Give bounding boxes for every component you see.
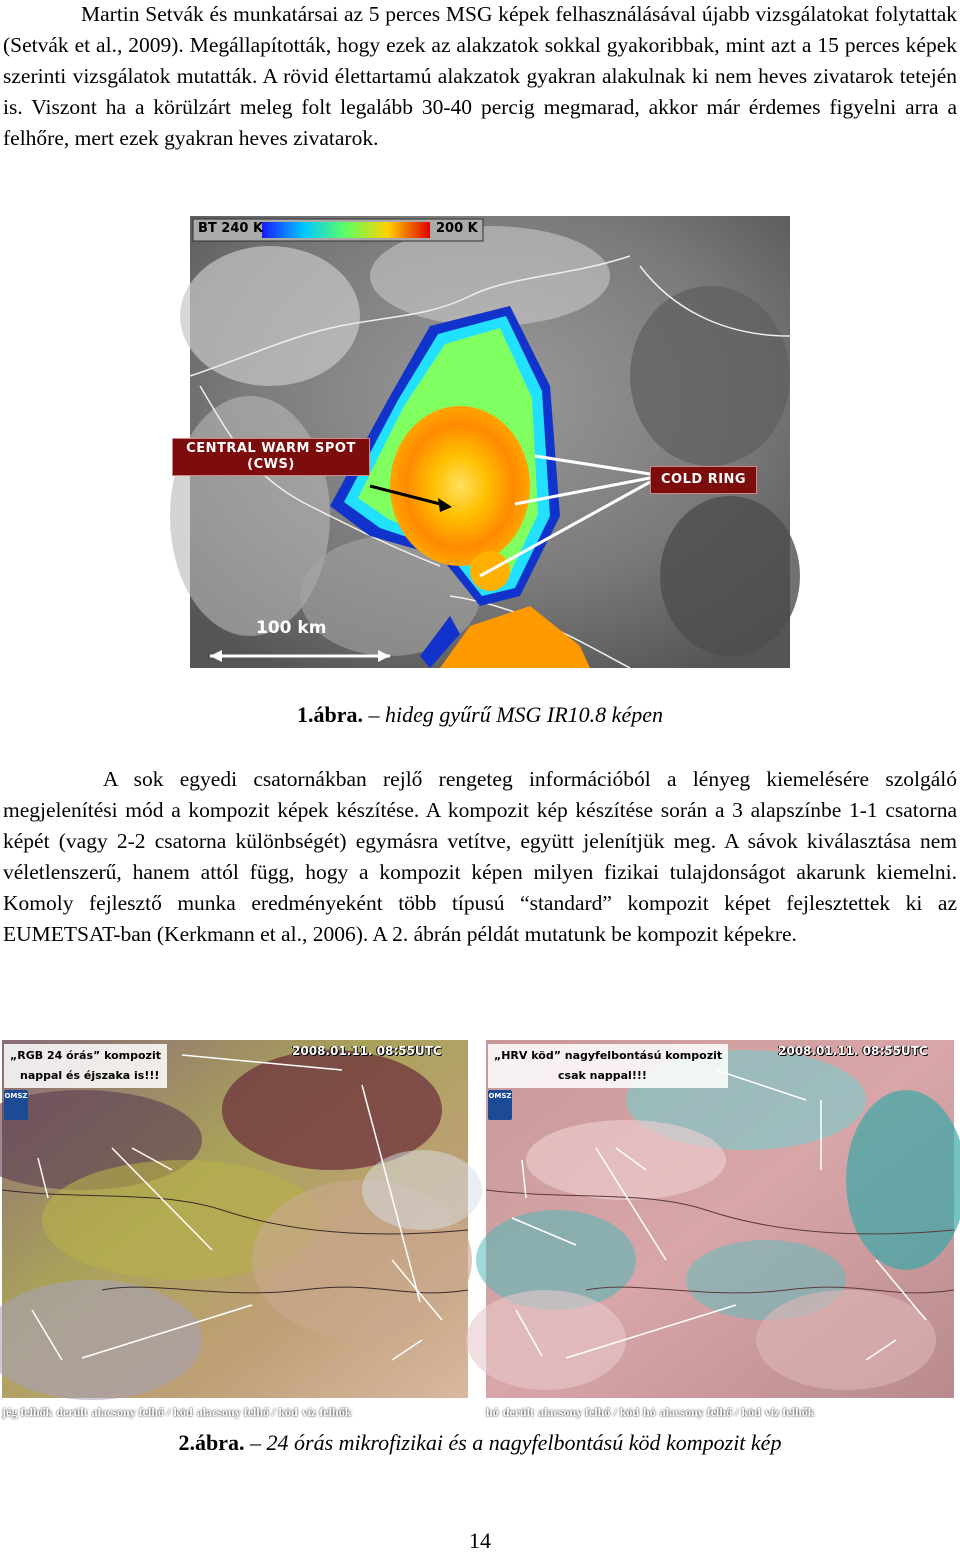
title-line-1: „HRV köd” nagyfelbontású kompozit [494,1049,723,1062]
figure2-number: 2.ábra. [178,1430,245,1455]
omsz-logo-icon: OMSZ [4,1090,28,1120]
label-low-cloud-fog: alacsony felhő / köd [91,1405,193,1419]
colorbar-min-label: BT 240 K [198,221,264,236]
label-low-cloud-fog-2: alacsony felhő / köd [196,1405,298,1419]
title-line-2: csak nappal!!! [558,1069,647,1082]
figure-hrv-fog-composite [486,1040,954,1419]
figure2-text: – 24 órás mikrofizikai és a nagyfelbontású köd kompozit kép [244,1430,782,1455]
label-cold-ring: COLD RING [650,466,757,494]
intro-paragraph [3,0,957,154]
figure1-caption [0,702,960,728]
timestamp-label: 2008.01.11. 08:55UTC [292,1044,442,1058]
composite-title-box [488,1044,728,1088]
label-central-warm-spot: CENTRAL WARM SPOT (CWS) [172,438,370,476]
composite-title-box [4,1044,167,1088]
satellite-image-rgb24 [2,1040,468,1398]
figure2-caption [0,1430,960,1456]
satellite-image-hrv-fog [486,1040,954,1398]
page-number: 14 [469,1528,491,1553]
paragraph-text: Martin Setvák és munkatársai az 5 perces MSG képek felhasználásával újabb vizsgálatokat folytattak (Setvák et al., 2009). Megállapították, hogy ezek az alakzatok sokkal gyakoribbak, mint azt a 15 perces képek szerinti vizsgálatok mutatták. A rövid élettartamú alakzatok gyakran alakulnak ki nem heves zivatarok tetején is. Viszont ha a körülzárt meleg folt legalább 30-40 percig megmarad, akkor már érdemes figyelni arra a felhőre, mert ezek gyakran heves zivatarok. [3,2,957,150]
timestamp-label: 2008.01.11. 08:55UTC [778,1044,928,1058]
figure-rgb24-composite [2,1040,468,1419]
scale-bar-label: 100 km [256,618,327,638]
composite-paragraph [3,764,957,950]
label-clear: derült [56,1405,88,1419]
title-line-1: „RGB 24 órás” kompozit [10,1049,161,1062]
label-ice-clouds: jég felhők [2,1405,53,1419]
label-water-clouds: víz felhők [764,1405,815,1419]
label-water-clouds: víz felhők [301,1405,352,1419]
label-low-cloud-fog: alacsony felhő / köd [538,1405,640,1419]
figure1-number: 1.ábra. [297,702,363,727]
omsz-logo-icon: OMSZ [488,1090,512,1120]
figure-ir-cold-ring [186,216,790,668]
label-clear: derült [502,1405,535,1419]
label-snow-2: hó [643,1405,656,1419]
label-low-cloud-fog-2: alacsony felhő / köd [659,1405,761,1419]
label-snow: hó [486,1405,499,1419]
title-line-2: nappal és éjszaka is!!! [20,1069,160,1082]
figure1-text: – hideg gyűrű MSG IR10.8 képen [363,702,663,727]
paragraph-text: A sok egyedi csatornákban rejlő rengeteg információból a lényeg kiemelésére szolgáló megjelenítési mód a kompozit képek készítése. A kompozit kép készítése során a 3 alapszínbe 1-1 csatorna képét (vagy 2-2 csatorna különbségét) egymásra vetítve, együtt jelenítjük meg. A sávok kiválasztása nem véletlenszerű, hanem attól függ, hogy a kompozit képen milyen fizikai tulajdonságot akarunk kiemelni. Komoly fejlesztő munka eredményeként több típusú “standard” kompozit képet fejlesztettek ki az EUMETSAT-ban (Kerkmann et al., 2006). A 2. ábrán példát mutatunk be kompozit képekre. [3,767,957,946]
colorbar-max-label: 200 K [436,221,478,236]
